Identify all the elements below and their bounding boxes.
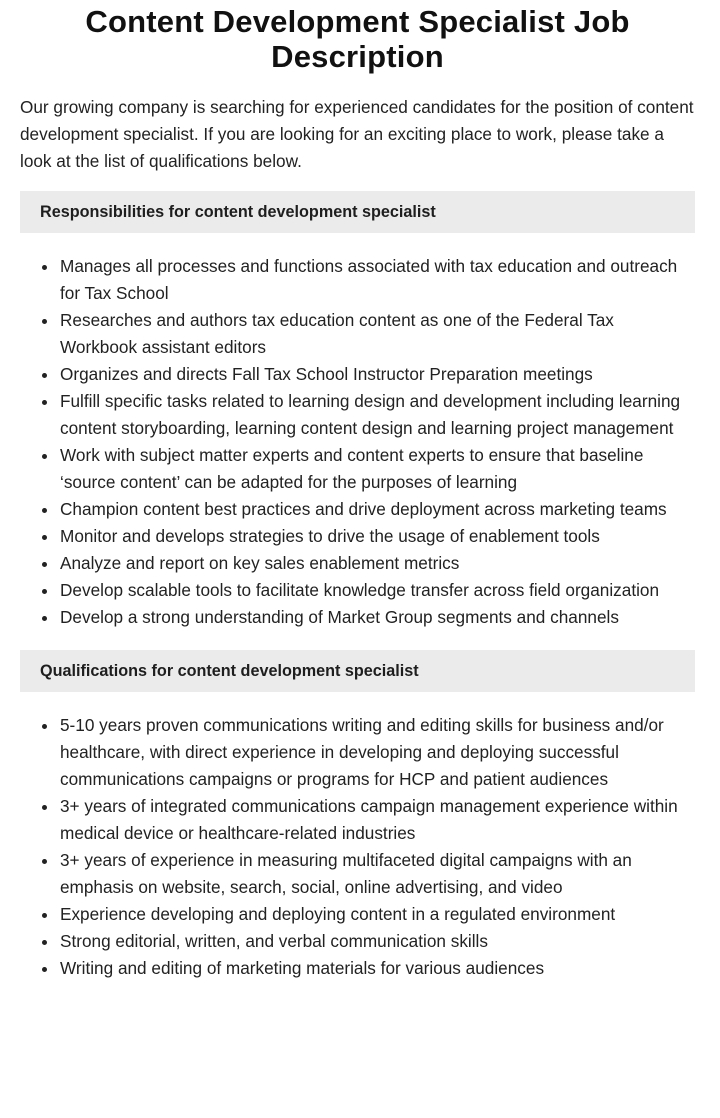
qualification-item: Experience developing and deploying content in a regulated environment xyxy=(60,901,695,928)
intro-paragraph: Our growing company is searching for experienced candidates for the position of content development specialist. If you are looking for an exciting place to work, please take a look at the list of qualifications below. xyxy=(20,97,694,171)
qualification-item: 3+ years of experience in measuring multifaceted digital campaigns with an emphasis on website, search, social, online advertising, and video xyxy=(60,847,695,901)
responsibility-item: Researches and authors tax education content as one of the Federal Tax Workbook assistant editors xyxy=(60,307,695,361)
qualification-item: 5-10 years proven communications writing and editing skills for business and/or healthcare, with direct experience in developing and deploying successful communications campaigns or programs for HCP and patient audiences xyxy=(60,712,695,793)
qualifications-list xyxy=(20,712,695,982)
responsibility-item: Fulfill specific tasks related to learning design and development including learning content storyboarding, learning content design and learning project management xyxy=(60,388,695,442)
responsibility-item: Develop scalable tools to facilitate knowledge transfer across field organization xyxy=(60,577,695,604)
qualification-item: 3+ years of integrated communications campaign management experience within medical device or healthcare-related industries xyxy=(60,793,695,847)
responsibility-item: Monitor and develops strategies to drive the usage of enablement tools xyxy=(60,523,695,550)
qualification-item: Writing and editing of marketing materials for various audiences xyxy=(60,955,695,982)
responsibilities-list xyxy=(20,253,695,631)
responsibility-item: Champion content best practices and drive deployment across marketing teams xyxy=(60,496,695,523)
responsibilities-heading: Responsibilities for content development specialist xyxy=(20,191,695,233)
responsibility-item: Develop a strong understanding of Market Group segments and channels xyxy=(60,604,695,631)
page-title: Content Development Specialist Job Description xyxy=(85,4,630,74)
qualifications-heading: Qualifications for content development specialist xyxy=(20,650,695,692)
qualification-item: Strong editorial, written, and verbal communication skills xyxy=(60,928,695,955)
responsibility-item: Analyze and report on key sales enablement metrics xyxy=(60,550,695,577)
responsibility-item: Manages all processes and functions associated with tax education and outreach for Tax School xyxy=(60,253,695,307)
responsibility-item: Organizes and directs Fall Tax School Instructor Preparation meetings xyxy=(60,361,695,388)
responsibility-item: Work with subject matter experts and content experts to ensure that baseline ‘source content’ can be adapted for the purposes of learning xyxy=(60,442,695,496)
